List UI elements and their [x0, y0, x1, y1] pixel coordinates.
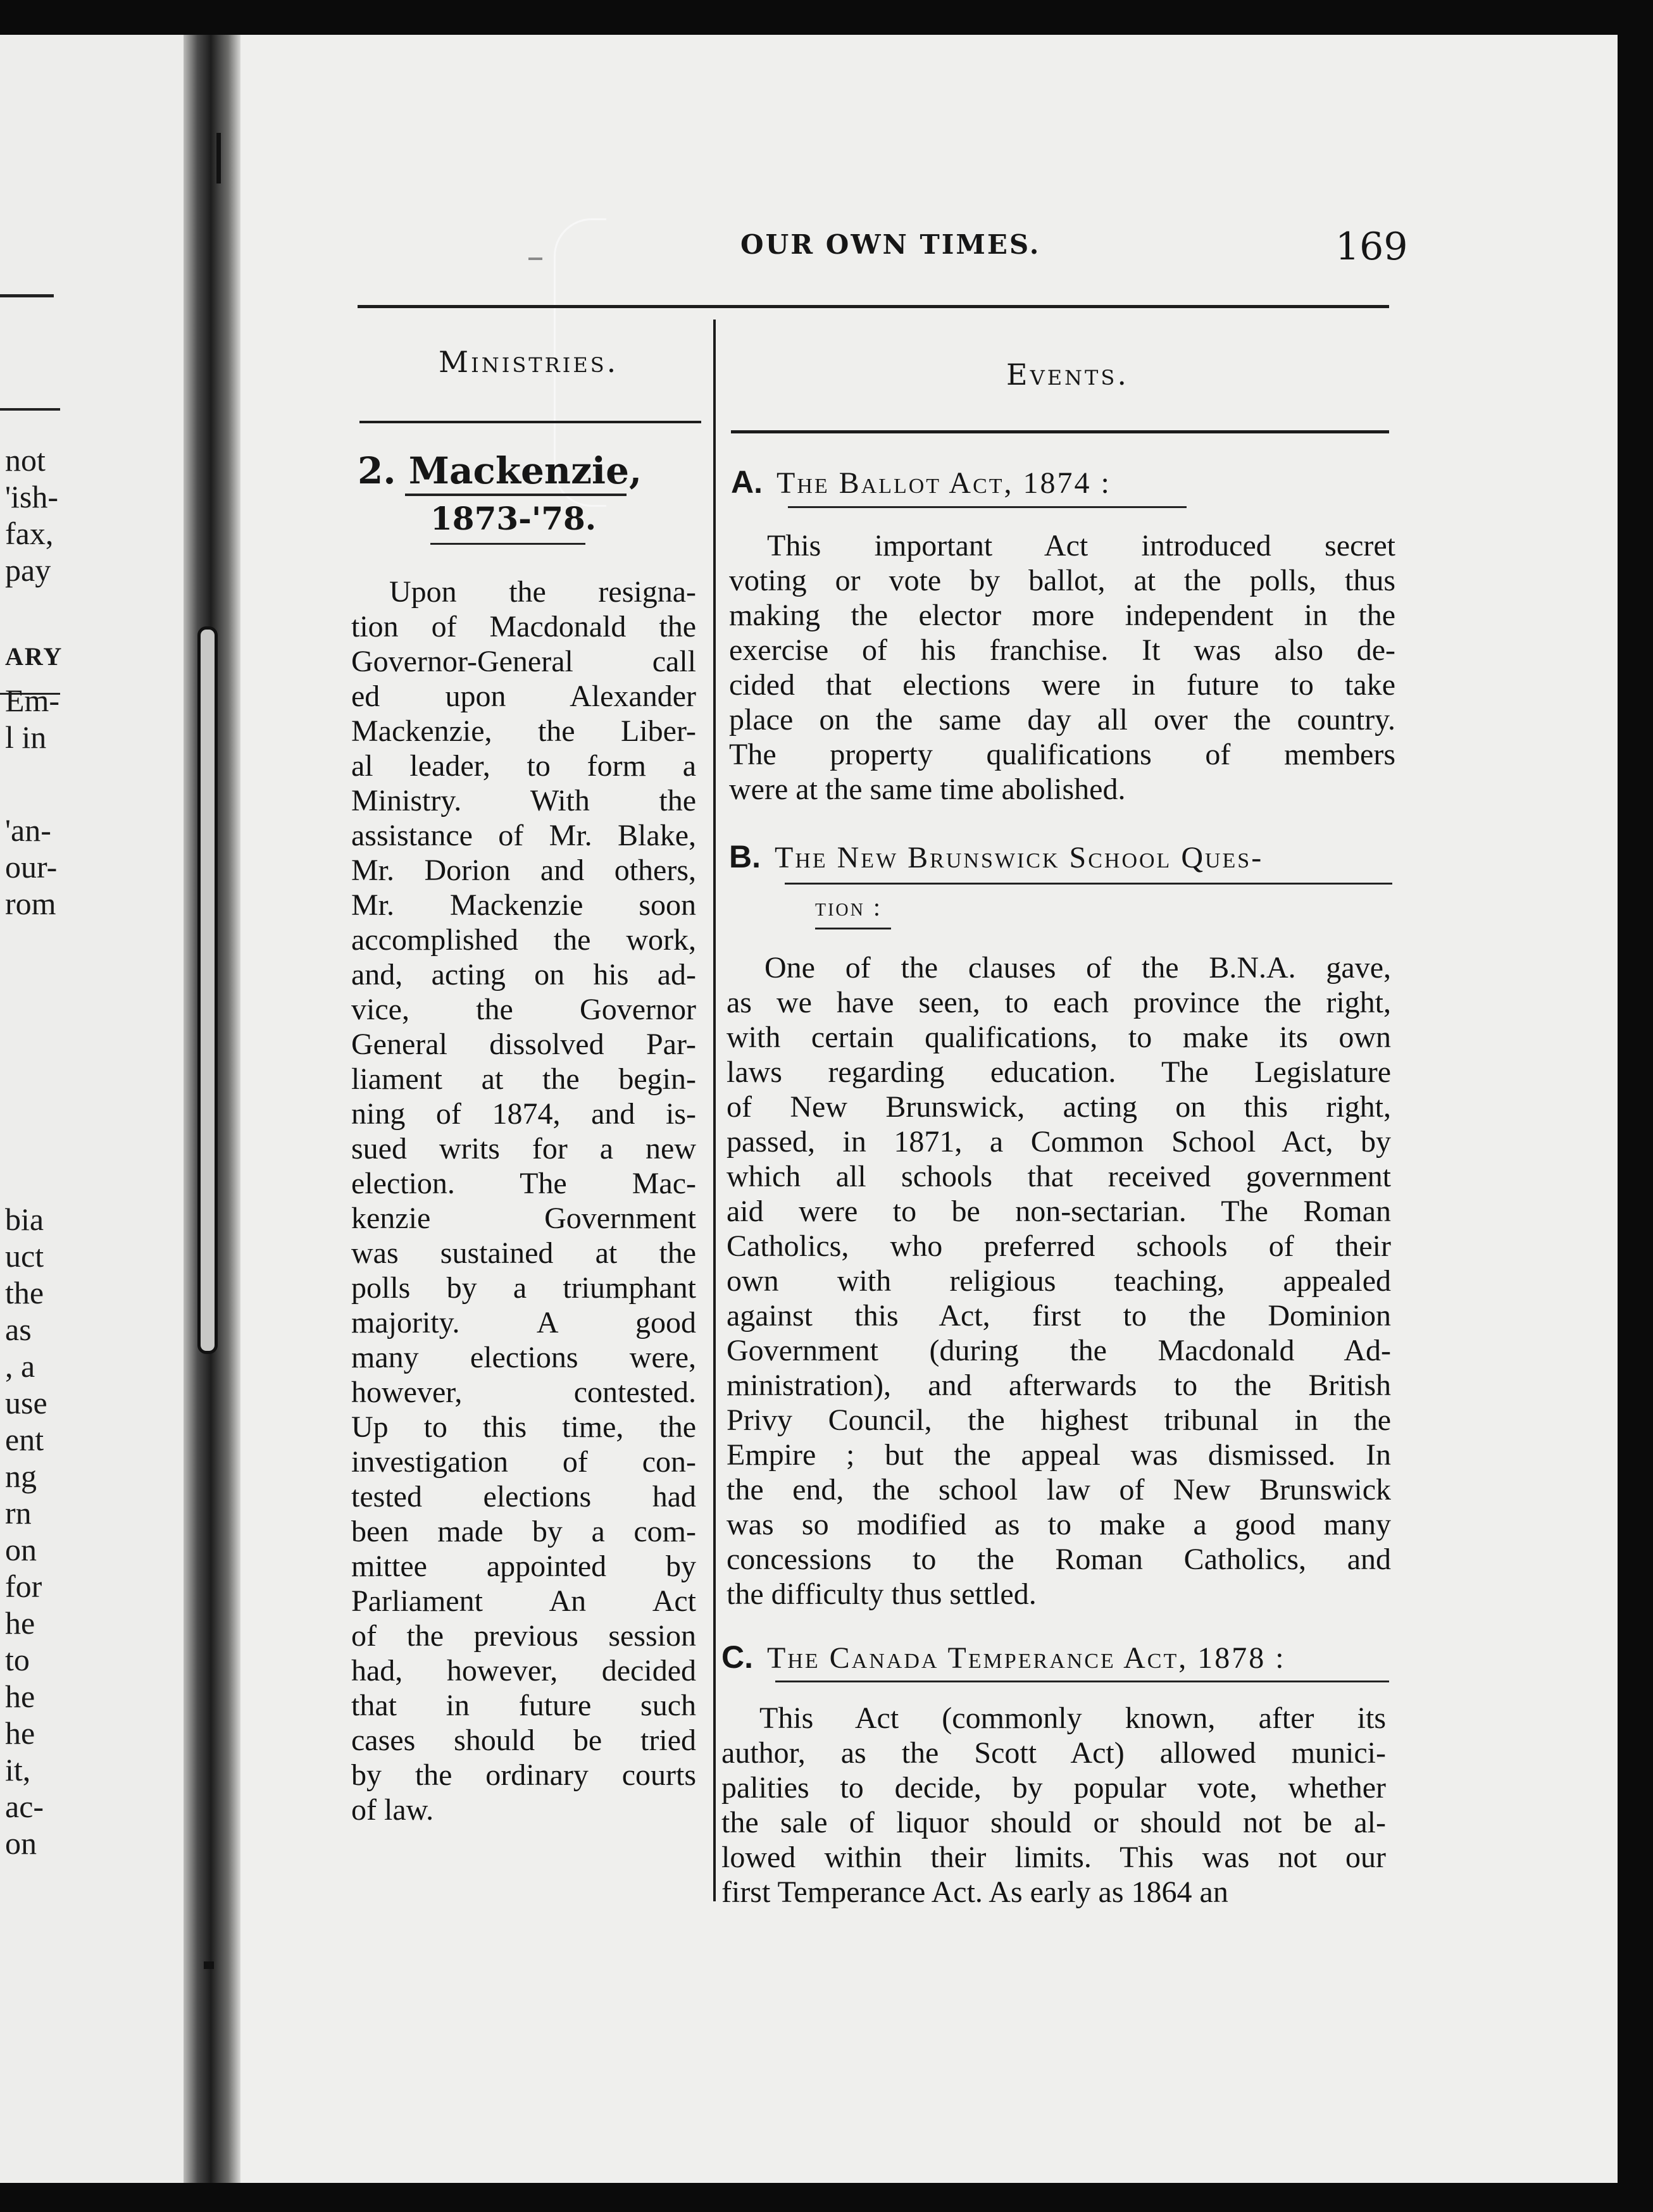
text-line: polls by a triumphant	[351, 1271, 696, 1305]
binding-mark	[204, 1961, 214, 1969]
ministry-years-underline	[430, 543, 585, 545]
text-line: however, contested.	[351, 1376, 696, 1409]
previous-page-text-fragment: he	[5, 1715, 35, 1751]
previous-page-text-fragment: the	[5, 1275, 44, 1310]
previous-page-text-fragment: rn	[5, 1495, 32, 1531]
text-line: kenzie Government	[351, 1202, 696, 1235]
previous-page-text-fragment: Em-	[5, 683, 60, 718]
previous-page-text-fragment: on	[5, 1825, 37, 1861]
text-line: passed, in 1871, a Common School Act, by	[727, 1125, 1391, 1159]
section-a-underline	[788, 506, 1187, 508]
text-line: General dissolved Par-	[351, 1028, 696, 1061]
text-line: This Act (commonly known, after its	[759, 1701, 1386, 1735]
previous-page-text-fragment: he	[5, 1605, 35, 1641]
previous-page-text-fragment: fax,	[5, 516, 54, 551]
text-line: One of the clauses of the B.N.A. gave,	[764, 951, 1391, 985]
previous-page-text-fragment: pay	[5, 552, 51, 588]
text-line: of the previous session	[351, 1619, 696, 1653]
previous-page-text-fragment: ARY	[5, 642, 63, 671]
text-line: the sale of liquor should or should not be al-	[721, 1806, 1386, 1839]
text-line: Mackenzie, the Liber-	[351, 714, 696, 748]
ministry-name-underline	[405, 494, 627, 496]
previous-page-text-fragment: ent	[5, 1422, 44, 1457]
section-b-title-continued: tion :	[815, 893, 882, 921]
previous-page-text-fragment: ac-	[5, 1789, 44, 1824]
ministry-text	[351, 575, 696, 1827]
text-line: election. The Mac-	[351, 1167, 696, 1200]
text-line: the difficulty thus settled.	[727, 1577, 1037, 1611]
text-line: vice, the Governor	[351, 993, 696, 1026]
text-line: Mr. Mackenzie soon	[351, 888, 696, 922]
scan-border-bottom	[0, 2183, 1653, 2212]
previous-page-text-fragment: rom	[5, 886, 56, 921]
text-line: palities to decide, by popular vote, whether	[721, 1771, 1386, 1805]
section-c-title: The Canada Temperance Act, 1878 :	[767, 1641, 1286, 1675]
text-line: concessions to the Roman Catholics, and	[727, 1543, 1391, 1576]
text-line: sued writs for a new	[351, 1132, 696, 1165]
text-line: Government (during the Macdonald Ad-	[727, 1334, 1391, 1367]
binding-thread	[197, 626, 218, 1354]
section-b-text	[727, 950, 1391, 1612]
previous-page-text-fragment: ng	[5, 1458, 37, 1494]
previous-page-text-fragment: , a	[5, 1348, 35, 1384]
text-line: Governor-General call	[351, 645, 696, 678]
text-line: This important Act introduced secret	[767, 529, 1395, 562]
text-line: Upon the resigna-	[389, 575, 696, 609]
text-line: liament at the begin-	[351, 1062, 696, 1096]
text-line: tion of Macdonald the	[351, 610, 696, 643]
text-line: first Temperance Act. As early as 1864 an	[721, 1875, 1228, 1909]
text-line: which all schools that received government	[727, 1160, 1391, 1193]
text-line: investigation of con-	[351, 1445, 696, 1479]
section-a-text	[729, 528, 1395, 807]
section-b-title: The New Brunswick School Ques-	[775, 841, 1264, 874]
text-line: was sustained at the	[351, 1236, 696, 1270]
text-line: assistance of Mr. Blake,	[351, 819, 696, 852]
text-line: Catholics, who preferred schools of their	[727, 1229, 1391, 1263]
text-line: aid were to be non-sectarian. The Roman	[727, 1195, 1391, 1228]
previous-page-text-fragment: to	[5, 1642, 30, 1677]
text-line: and, acting on his ad-	[351, 958, 696, 991]
previous-page-text-fragment: l in	[5, 719, 47, 755]
ministry-years: 1873-'78.	[430, 500, 597, 537]
previous-page-text-fragment: for	[5, 1569, 42, 1604]
text-line: by the ordinary courts	[351, 1758, 696, 1792]
section-c-heading	[721, 1639, 1286, 1675]
binding-mark	[216, 133, 221, 183]
ministry-name: 2. Mackenzie,	[358, 449, 642, 492]
previous-page-text-fragment: uct	[5, 1238, 44, 1274]
text-line: cases should be tried	[351, 1724, 696, 1757]
page-number: 169	[1335, 225, 1408, 269]
text-line: Empire ; but the appeal was dismissed. In	[727, 1438, 1391, 1472]
text-line: voting or vote by ballot, at the polls, thus	[729, 564, 1395, 597]
text-line: the end, the school law of New Brunswick	[727, 1473, 1391, 1507]
section-b-underline-continued	[815, 928, 891, 929]
text-line: Parliament An Act	[351, 1584, 696, 1618]
text-line: was so modified as to make a good many	[727, 1508, 1391, 1541]
left-column-rule	[359, 421, 701, 423]
scan-border-right	[1618, 0, 1653, 2212]
previous-page-text-fragment: use	[5, 1385, 47, 1420]
text-line: Up to this time, the	[351, 1410, 696, 1444]
text-line: lowed within their limits. This was not our	[721, 1841, 1386, 1874]
previous-page-rule	[0, 294, 54, 297]
section-c-text	[721, 1701, 1386, 1910]
scan-border-top	[0, 0, 1653, 39]
text-line: Ministry. With the	[351, 784, 696, 817]
column-divider	[713, 320, 716, 1901]
text-line: al leader, to form a	[351, 749, 696, 783]
text-line: exercise of his franchise. It was also de-	[729, 633, 1395, 667]
right-column-rule	[731, 430, 1389, 433]
section-b-underline	[785, 883, 1392, 885]
text-line: of law.	[351, 1793, 434, 1827]
text-line: as we have seen, to each province the right,	[727, 986, 1391, 1019]
text-line: had, however, decided	[351, 1654, 696, 1687]
previous-page-text-fragment: he	[5, 1679, 35, 1714]
text-line: Privy Council, the highest tribunal in the	[727, 1403, 1391, 1437]
previous-page-text-fragment: as	[5, 1312, 32, 1347]
text-line: that in future such	[351, 1689, 696, 1722]
text-line: against this Act, first to the Dominion	[727, 1299, 1391, 1333]
section-c-letter: C.	[721, 1639, 753, 1675]
ink-dash	[528, 258, 542, 260]
text-line: accomplished the work,	[351, 923, 696, 957]
text-line: place on the same day all over the country.	[729, 703, 1395, 736]
previous-page-text-fragment: it,	[5, 1752, 31, 1787]
section-a-letter: A.	[731, 464, 763, 500]
text-line: ministration), and afterwards to the British	[727, 1369, 1391, 1402]
text-line: The property qualifications of members	[729, 738, 1395, 771]
text-line: ed upon Alexander	[351, 680, 696, 713]
text-line: majority. A good	[351, 1306, 696, 1339]
previous-page-rule	[0, 408, 60, 411]
section-b-letter: B.	[729, 839, 761, 874]
previous-page-text-fragment: our-	[5, 849, 58, 885]
section-b-heading	[729, 838, 1263, 875]
header-rule	[358, 305, 1389, 308]
text-line: were at the same time abolished.	[729, 773, 1126, 806]
column-heading-events: Events.	[1006, 357, 1129, 392]
text-line: laws regarding education. The Legislature	[727, 1055, 1391, 1089]
text-line: author, as the Scott Act) allowed munici-	[721, 1736, 1386, 1770]
text-line: mittee appointed by	[351, 1550, 696, 1583]
text-line: of New Brunswick, acting on this right,	[727, 1090, 1391, 1124]
section-a-heading	[731, 464, 1111, 500]
text-line: tested elections had	[351, 1480, 696, 1513]
text-line: own with religious teaching, appealed	[727, 1264, 1391, 1298]
text-line: making the elector more independent in the	[729, 599, 1395, 632]
previous-page-text-fragment: on	[5, 1532, 37, 1567]
section-c-underline	[775, 1681, 1389, 1682]
section-a-title: The Ballot Act, 1874 :	[777, 466, 1111, 500]
running-head: OUR OWN TIMES.	[740, 229, 1041, 260]
previous-page-text-fragment: 'ish-	[5, 479, 59, 514]
previous-page-fragment	[0, 35, 184, 2183]
text-line: ning of 1874, and is-	[351, 1097, 696, 1131]
previous-page-text-fragment: bia	[5, 1202, 44, 1237]
previous-page-text-fragment: 'an-	[5, 812, 51, 848]
text-line: many elections were,	[351, 1341, 696, 1374]
previous-page-text-fragment: not	[5, 442, 46, 478]
column-heading-ministries: Ministries.	[439, 345, 619, 379]
text-line: been made by a com-	[351, 1515, 696, 1548]
text-line: with certain qualifications, to make its own	[727, 1021, 1391, 1054]
text-line: cided that elections were in future to take	[729, 668, 1395, 702]
text-line: Mr. Dorion and others,	[351, 854, 696, 887]
